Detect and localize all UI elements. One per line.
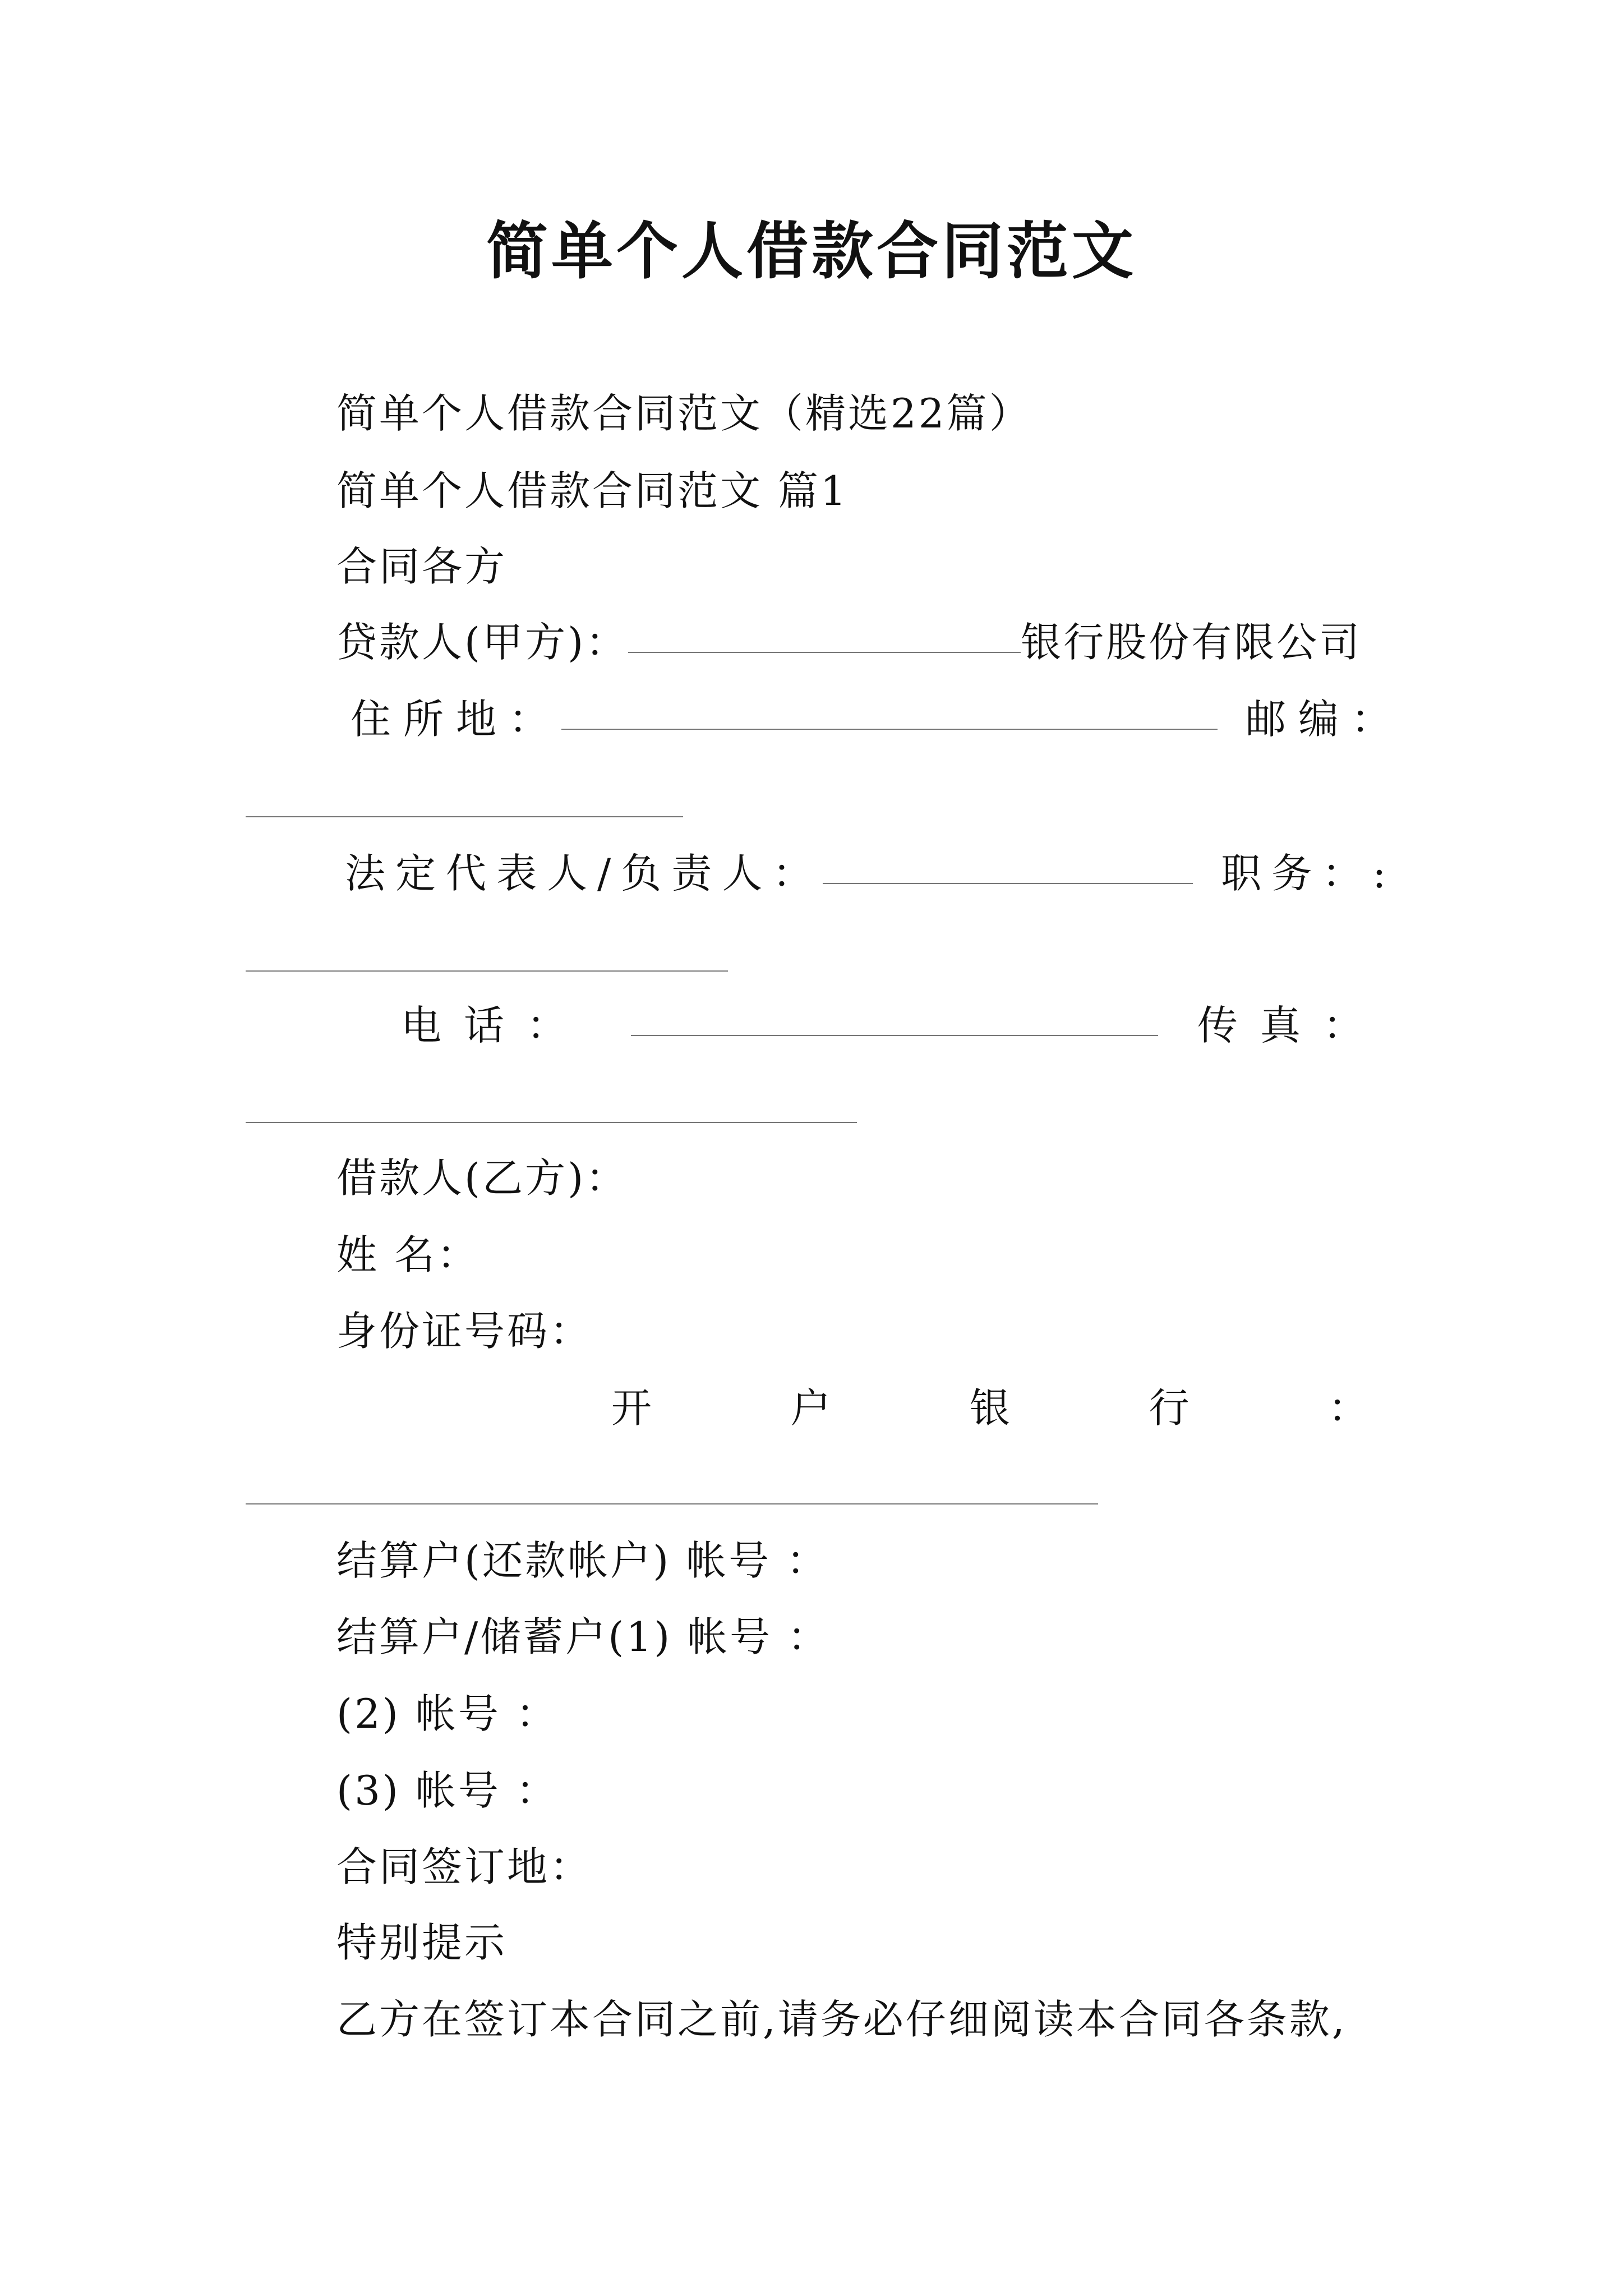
- postcode-blank: [246, 816, 683, 817]
- position-blank: [246, 970, 728, 972]
- legal-rep-row: [345, 848, 1396, 899]
- legal-rep-label: 法定代表人/负责人：: [345, 850, 823, 897]
- settlement-account-label: 结算户(还款帐户) 帐号 ：: [336, 1537, 829, 1584]
- bank-blank: [246, 1503, 1098, 1504]
- id-label: 身份证号码：: [336, 1308, 593, 1355]
- phone-fax-row: [401, 1000, 1368, 1051]
- address-label: 住所地：: [351, 696, 562, 743]
- phone-label: 电 话 ：: [401, 1002, 569, 1049]
- address-blank: [561, 728, 1218, 730]
- fax-blank: [246, 1122, 857, 1123]
- address-row: [351, 694, 1404, 744]
- notice-text: 乙方在签订本合同之前,请务必仔细阅读本合同各条款,: [336, 1996, 1347, 2043]
- account-2-label: (2) 帐号 ：: [336, 1690, 559, 1737]
- account-3-label: (3) 帐号 ：: [336, 1767, 559, 1814]
- lender-name-blank: [628, 651, 1021, 653]
- bank-label: 开 户 银 行 ：: [611, 1384, 1368, 1432]
- position-label: 职务：:: [1221, 850, 1396, 897]
- fax-label: 传 真 ：: [1197, 1002, 1366, 1049]
- parties-heading: 合同各方: [336, 543, 508, 590]
- savings-account-1-label: 结算户/储蓄户(1) 帐号 ：: [336, 1613, 831, 1660]
- name-label: 姓 名：: [336, 1231, 479, 1278]
- phone-blank: [631, 1034, 1158, 1036]
- notice-heading: 特别提示: [336, 1919, 508, 1966]
- signing-place-label: 合同签订地：: [336, 1843, 593, 1890]
- document-title: 简单个人借款合同范文: [486, 215, 1137, 287]
- section-heading: 简单个人借款合同范文 篇1: [336, 467, 849, 514]
- lender-row: [336, 617, 1362, 668]
- lender-suffix: 银行股份有限公司: [1021, 619, 1362, 666]
- legal-rep-blank: [823, 882, 1193, 884]
- postcode-label: 邮编：: [1246, 696, 1404, 743]
- subtitle: 简单个人借款合同范文（精选22篇）: [336, 390, 1032, 437]
- borrower-label: 借款人(乙方)：: [336, 1154, 629, 1202]
- lender-label: 贷款人(甲方)：: [336, 619, 629, 666]
